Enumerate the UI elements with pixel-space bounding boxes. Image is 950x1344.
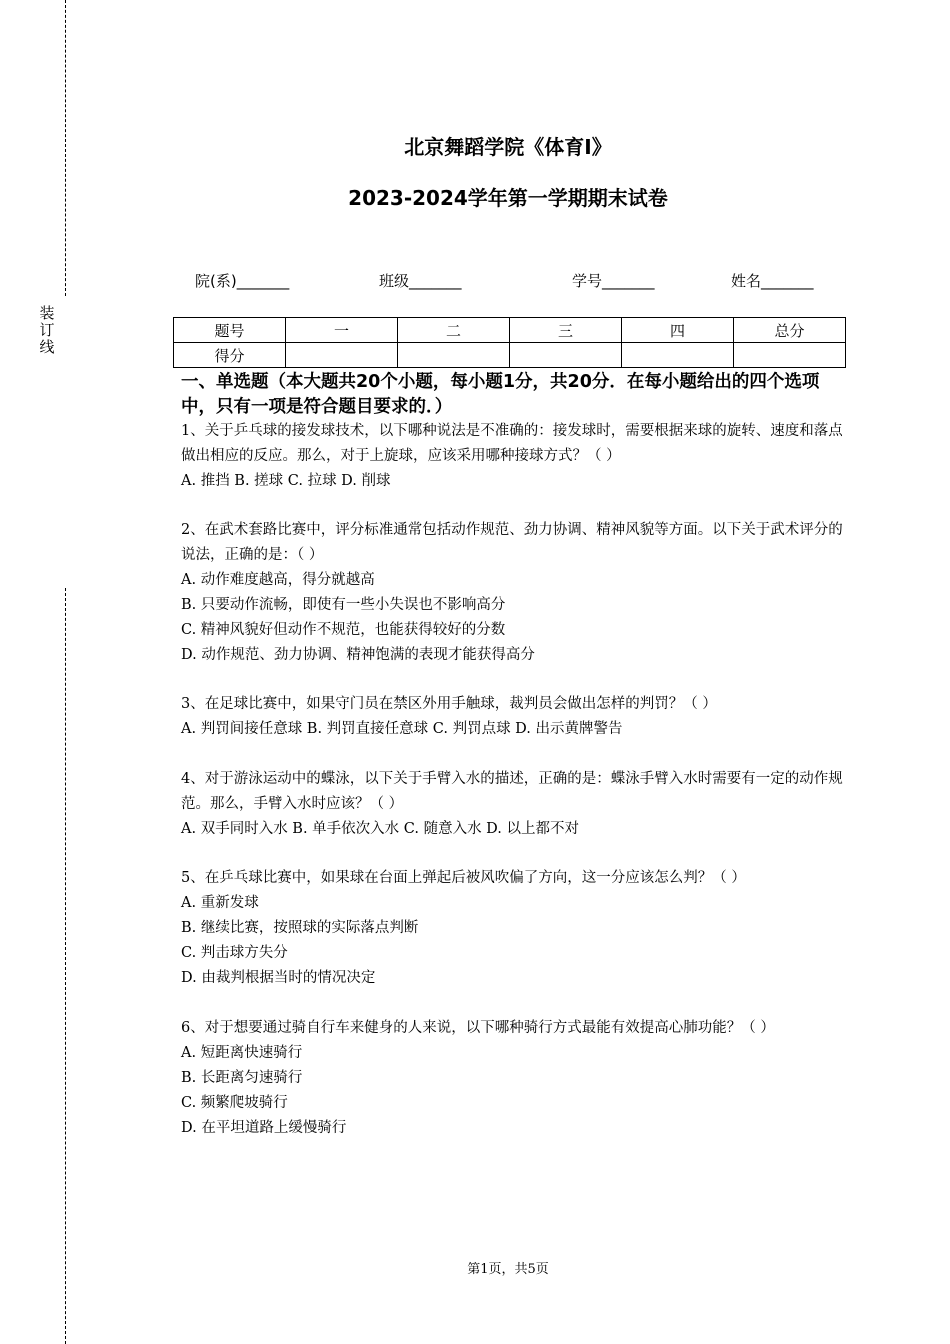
question-item [181,692,853,742]
question-stem: 2、在武术套路比赛中，评分标准通常包括动作规范、劲力协调、精神风貌等方面。以下关于武术评分的说法，正确的是：（ ） [181,522,843,563]
question-stem: 6、对于想要通过骑自行车来健身的人来说，以下哪种骑行方式最能有效提高心肺功能？（ ） [181,1020,775,1036]
binding-label [38,305,56,356]
question-item [181,1016,853,1141]
question-option: D. 由裁判根据当时的情况决定 [181,970,376,986]
page-footer: 第1页，共5页 [467,1262,549,1277]
question-stem: 1、关于乒乓球的接发球技术，以下哪种说法是不准确的：接发球时，需要根据来球的旋转、速度和落点做出相应的反应。那么，对于上旋球，应该采用哪种接球方式？（ ） [181,423,843,464]
class-field[interactable]: 班级_______ [379,272,462,290]
question-option: A. 动作难度越高，得分就越高 [181,572,375,588]
question-stem: 4、对于游泳运动中的蝶泳，以下关于手臂入水的描述，正确的是：蝶泳手臂入水时需要有一定的动作规范。那么，手臂入水时应该？（ ） [181,771,843,812]
score-label-cell: 得分 [174,343,286,368]
question-item [181,767,853,842]
score-cell[interactable] [510,343,622,368]
name-field[interactable]: 姓名_______ [731,272,814,290]
question-option: A. 双手同时入水 B. 单手依次入水 C. 随意入水 D. 以上都不对 [181,821,580,837]
header-cell: 一 [286,318,398,343]
header-cell: 三 [510,318,622,343]
binding-dashed-line-bottom [65,588,66,1344]
score-cell[interactable] [286,343,398,368]
section-heading: 一、单选题（本大题共20个小题，每小题1分，共20分．在每小题给出的四个选项中，只有一项是符合题目要求的．） [181,372,820,417]
department-field[interactable]: 院(系)_______ [195,272,290,290]
header-cell: 题号 [174,318,286,343]
question-item [181,866,853,991]
question-option: D. 在平坦道路上缓慢骑行 [181,1120,347,1136]
question-option: B. 长距离匀速骑行 [181,1070,303,1086]
question-option: C. 频繁爬坡骑行 [181,1095,288,1111]
question-option: C. 判击球方失分 [181,945,288,961]
question-stem: 3、在足球比赛中，如果守门员在禁区外用手触球，裁判员会做出怎样的判罚？（ ） [181,696,717,712]
header-cell: 二 [398,318,510,343]
question-option: A. 短距离快速骑行 [181,1045,303,1061]
question-option: B. 继续比赛，按照球的实际落点判断 [181,920,419,936]
binding-char: 装 [39,304,55,322]
student-id-field[interactable]: 学号_______ [572,272,655,290]
header-cell: 总分 [734,318,846,343]
question-option: B. 只要动作流畅，即使有一些小失误也不影响高分 [181,597,506,613]
binding-char: 订 [39,321,55,339]
question-option: A. 推挡 B. 搓球 C. 拉球 D. 削球 [181,473,391,489]
question-option: D. 动作规范、劲力协调、精神饱满的表现才能获得高分 [181,647,535,663]
score-cell[interactable] [398,343,510,368]
question-item [181,419,853,494]
question-stem: 5、在乒乓球比赛中，如果球在台面上弹起后被风吹偏了方向，这一分应该怎么判？（ ） [181,870,746,886]
question-option: A. 判罚间接任意球 B. 判罚直接任意球 C. 判罚点球 D. 出示黄牌警告 [181,721,623,737]
score-table [173,317,846,368]
score-table-header-row [174,318,846,343]
question-option: A. 重新发球 [181,895,259,911]
question-option: C. 精神风貌好但动作不规范，也能获得较好的分数 [181,622,506,638]
exam-subtitle: 2023-2024学年第一学期期末试卷 [348,186,668,210]
binding-char: 线 [39,338,55,356]
exam-title: 北京舞蹈学院《体育Ⅰ》 [404,135,612,159]
header-cell: 四 [622,318,734,343]
score-cell[interactable] [734,343,846,368]
score-cell[interactable] [622,343,734,368]
score-table-score-row [174,343,846,368]
question-item [181,518,853,668]
